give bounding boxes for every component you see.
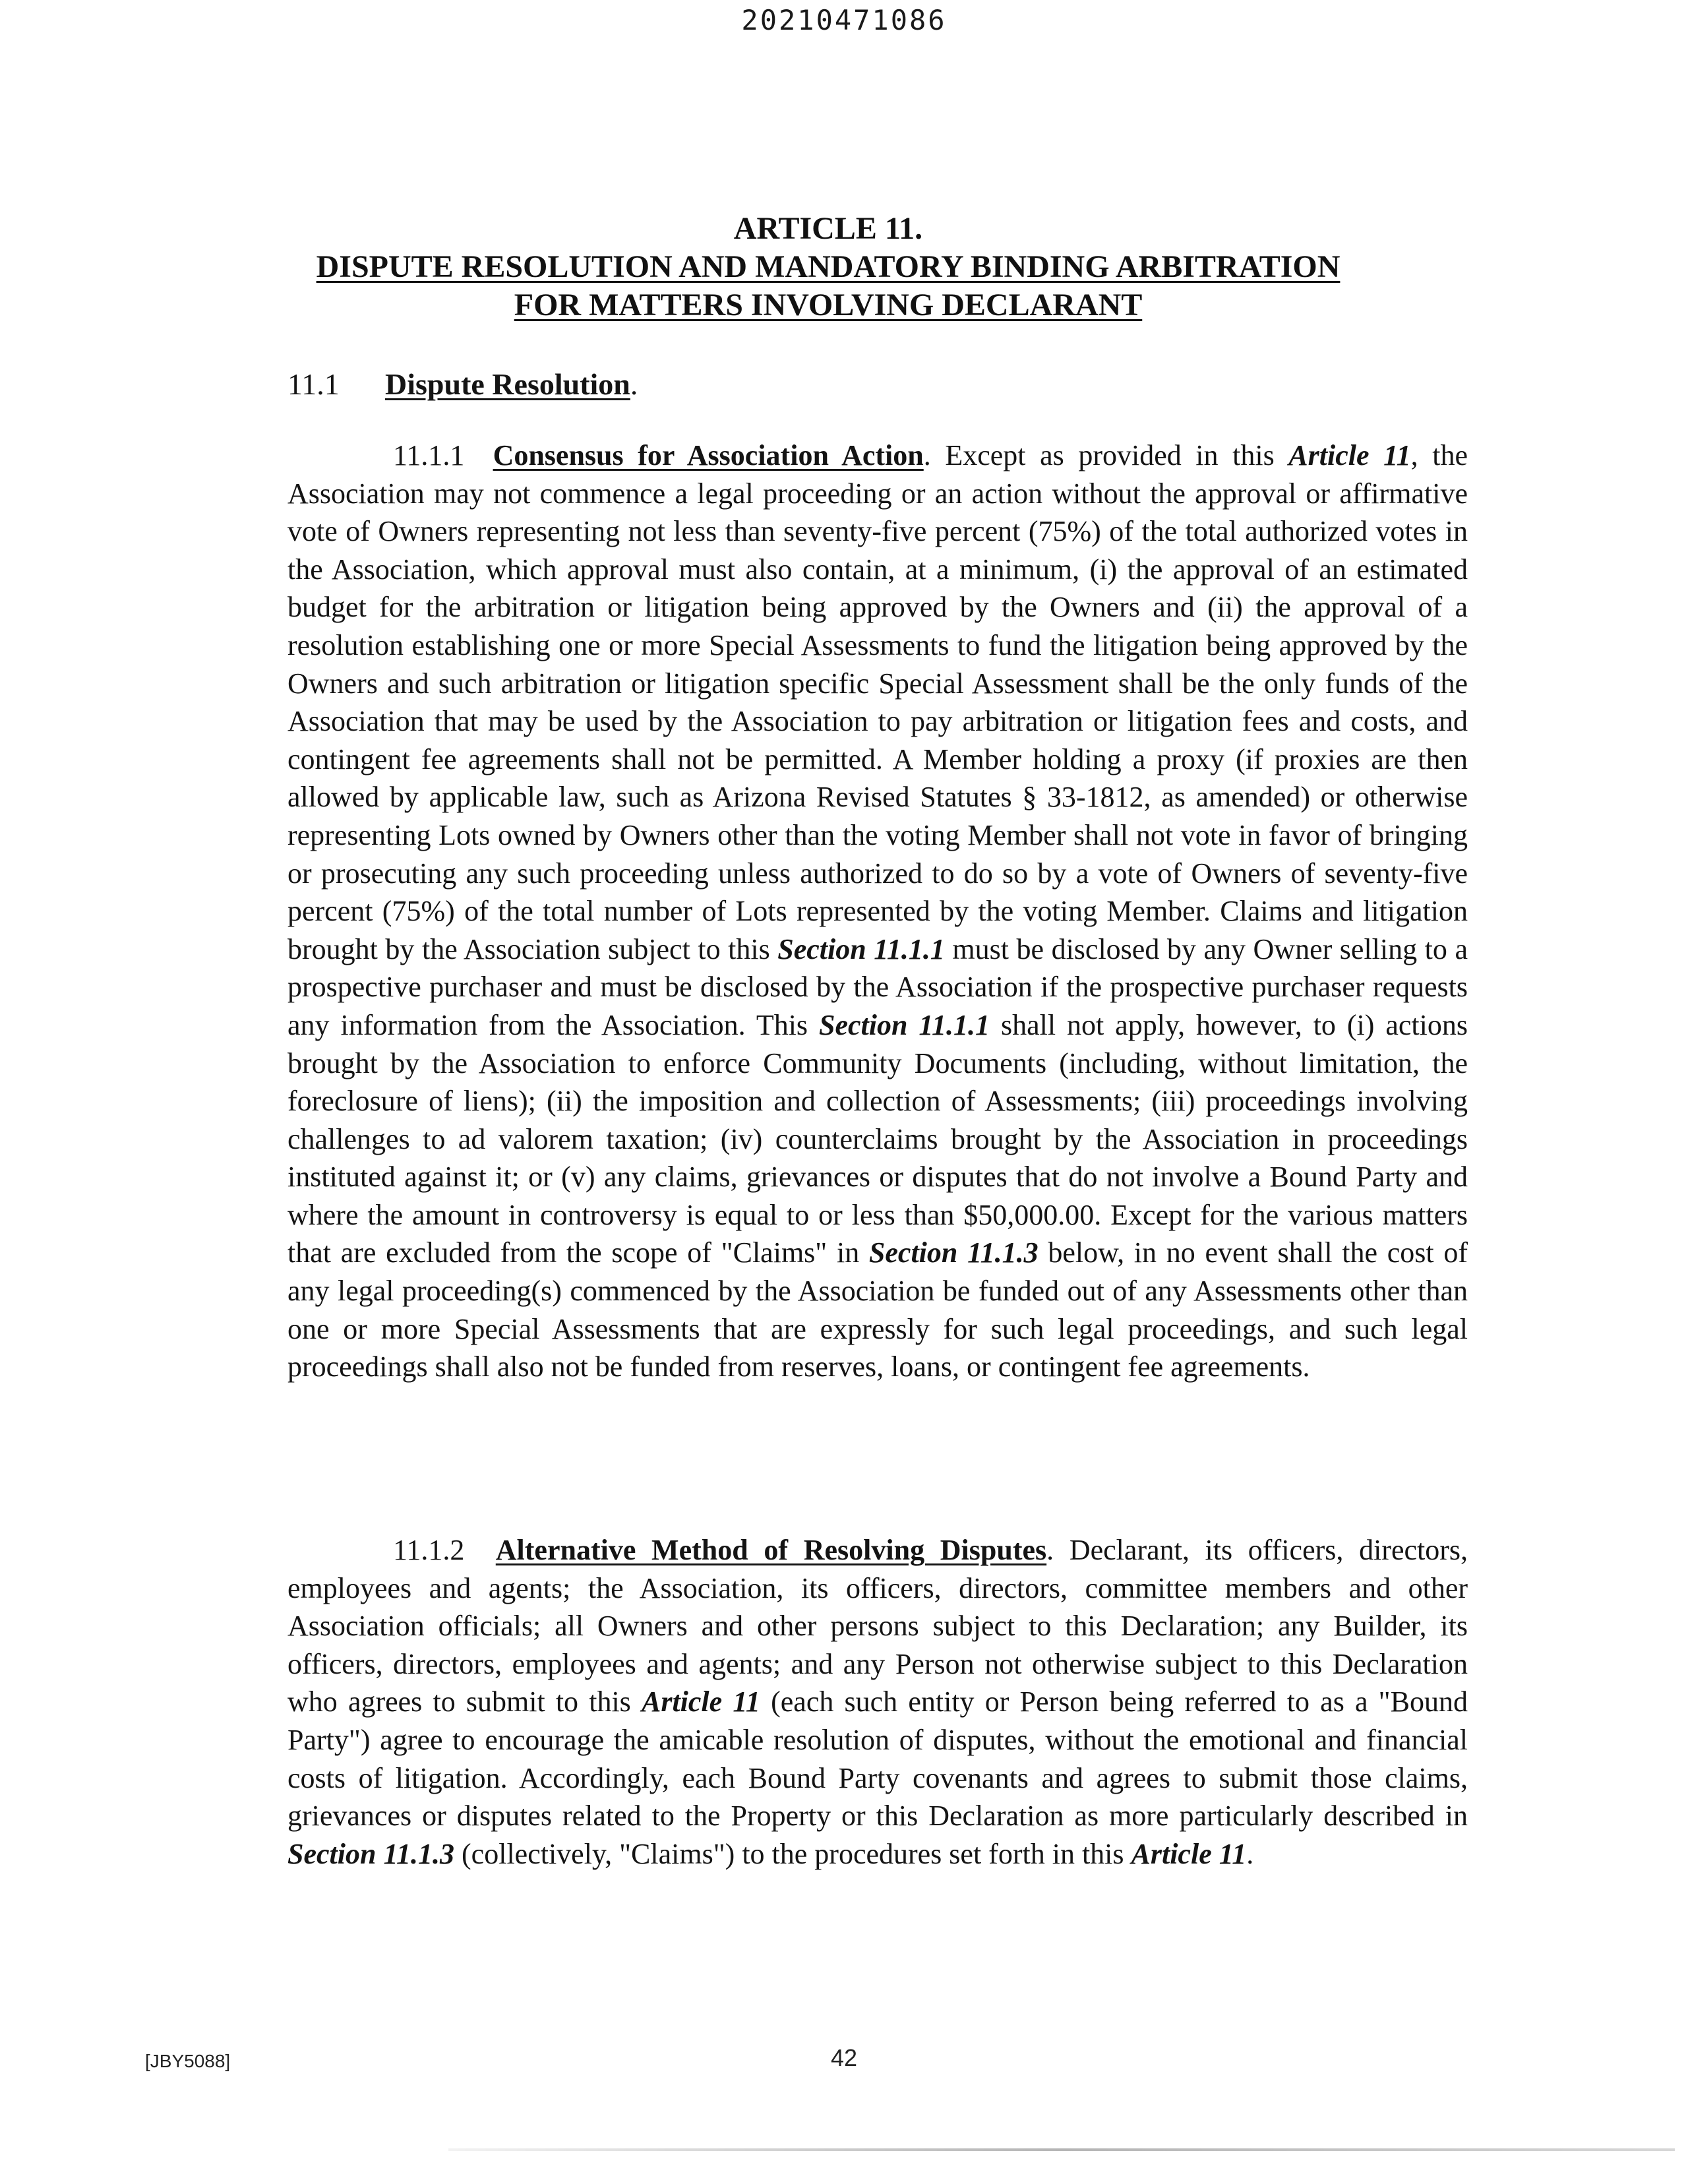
paragraph-text: . Except as provided in this bbox=[923, 439, 1289, 471]
section-title: Dispute Resolution bbox=[385, 367, 630, 401]
cross-reference: Section 11.1.3 bbox=[287, 1837, 455, 1870]
paragraph-text: (each such entity or Person being referred to as a "Bound Party") agree to encourage the amicable resolution of disputes, without the emotional and financial costs of litigation. Accordingly, each Bound Party covenants and agrees to submit those claims, grievances or disputes related to the Property or this Declaration as more particularly described in bbox=[287, 1685, 1468, 1833]
cross-reference: Section 11.1.3 bbox=[868, 1236, 1039, 1269]
section-number: 11.1 bbox=[287, 367, 340, 401]
cross-reference: Article 11 bbox=[1131, 1837, 1247, 1870]
cross-reference: Article 11 bbox=[641, 1685, 760, 1718]
paragraph-text: (collectively, "Claims") to the procedures set forth in this bbox=[454, 1837, 1131, 1870]
page-number: 42 bbox=[830, 2044, 858, 2071]
cross-reference: Article 11 bbox=[1288, 439, 1411, 471]
cross-reference: Section 11.1.1 bbox=[777, 932, 945, 965]
paragraph-text: , the Association may not commence a legal proceeding or an action without the approval or affirmative vote of Owners representing not less than seventy-five percent (75%) of the total authorized votes in the Association, which approval must also contain, at a minimum, (i) the approval of an estimated budget for the arbitration or litigation being approved by the Owners and (ii) the approval of a resolution establishing one or more Special Assessments to fund the litigation being approved by the Owners and such arbitration or litigation specific Special Assessment shall be the only funds of the Association that may be used by the Association to pay arbitration or litigation fees and costs, and contingent fee agreements shall not be permitted. A Member holding a proxy (if proxies are then allowed by applicable law, such as Arizona Revised Statutes § 33-1812, as amended) or otherwise representing Lots owned by Owners other than the voting Member shall not vote in favor of bringing or prosecuting any such proceeding unless authorized to do so by a vote of Owners of seventy-five percent (75%) of the total number of Lots represented by the voting Member. Claims and litigation brought by the Association subject to this bbox=[287, 439, 1468, 965]
paragraph-number: 11.1.1 bbox=[393, 439, 465, 471]
paragraph-text: shall not apply, however, to (i) actions brought by the Association to enforce Community Documents (including, without limitation, the foreclosure of liens); (ii) the imposition and collection of Assessments; (iii) proceedings involving challenges to ad valorem taxation; (iv) counterclaims brought by the Association in proceedings instituted against it; or (v) any claims, grievances or disputes that do not involve a Bound Party and where the amount in controversy is equal to or less than $50,000.00. Except for the various matters that are excluded from the scope of "Claims" in bbox=[287, 1008, 1468, 1269]
article-subtitle-line1: DISPUTE RESOLUTION AND MANDATORY BINDING ARBITRATION bbox=[316, 249, 1341, 284]
paragraph-heading: Consensus for Association Action bbox=[493, 439, 924, 471]
paragraph-11-1-1 bbox=[287, 437, 1468, 1386]
article-subtitle-line2: FOR MATTERS INVOLVING DECLARANT bbox=[514, 288, 1143, 322]
article-heading bbox=[287, 210, 1369, 324]
footer-document-code: [JBY5088] bbox=[145, 2051, 231, 2071]
section-title-suffix: . bbox=[630, 367, 638, 401]
paragraph-text: below, in no event shall the cost of any legal proceeding(s) commenced by the Association be funded out of any Assessments other than one or more Special Assessments that are expressly for such legal proceedings, and such legal proceedings shall also not be funded from reserves, loans, or contingent fee agreements. bbox=[287, 1236, 1468, 1383]
section-heading bbox=[287, 367, 638, 402]
recording-number: 20210471086 bbox=[741, 4, 947, 36]
paragraph-11-1-2 bbox=[287, 1531, 1468, 1873]
cross-reference: Section 11.1.1 bbox=[819, 1008, 990, 1041]
paragraph-text: . Declarant, its officers, directors, employees and agents; the Association, its officers, directors, committee members and other Association officials; all Owners and other persons subject to this Declaration; any Builder, its officers, directors, employees and agents; and any Person not otherwise subject to this Declaration who agrees to submit to this bbox=[287, 1534, 1468, 1718]
article-title: ARTICLE 11. bbox=[733, 211, 923, 246]
paragraph-text: . bbox=[1246, 1837, 1254, 1870]
scan-artifact-line bbox=[448, 2148, 1675, 2151]
paragraph-number: 11.1.2 bbox=[393, 1534, 465, 1566]
paragraph-text: must be disclosed by any Owner selling to a prospective purchaser and must be disclosed by the Association if the prospective purchaser requests any information from the Association. This bbox=[287, 932, 1468, 1041]
paragraph-heading: Alternative Method of Resolving Disputes bbox=[495, 1534, 1047, 1566]
